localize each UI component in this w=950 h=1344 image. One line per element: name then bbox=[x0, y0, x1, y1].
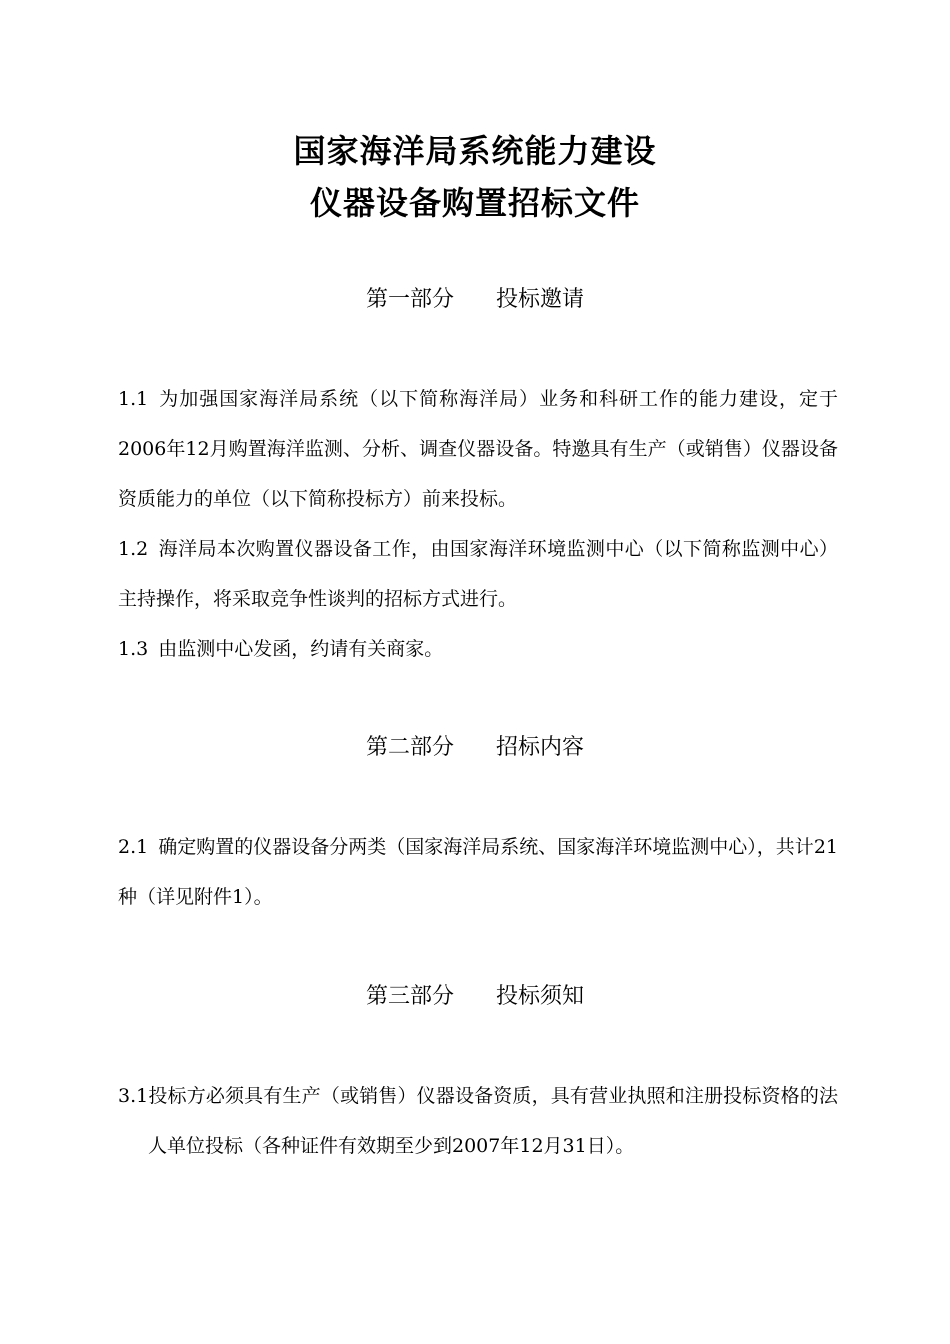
section-part-label: 第一部分 bbox=[365, 287, 454, 312]
section-part-label: 第二部分 bbox=[365, 735, 454, 760]
paragraph-text: 为加强国家海洋局系统（以下简称海洋局）业务和科研工作的能力建设，定于2006年12月购置海洋监测、分析、调查仪器设备。特邀具有生产（或销售）仪器设备资质能力的单位（以下简称投标方）前来投标。 bbox=[118, 388, 838, 510]
paragraph-text: 由监测中心发函，约请有关商家。 bbox=[158, 638, 444, 660]
paragraph-number: 1.3 bbox=[118, 638, 149, 660]
document-title-line-2: 仪器设备购置招标文件 bbox=[309, 184, 640, 222]
paragraph-text: 海洋局本次购置仪器设备工作，由国家海洋环境监测中心（以下简称监测中心）主持操作，将采取竞争性谈判的招标方式进行。 bbox=[118, 538, 838, 610]
paragraph-1-2 bbox=[118, 524, 838, 624]
paragraph-number: 1.1 bbox=[118, 388, 149, 410]
section-part-label: 第三部分 bbox=[365, 984, 454, 1009]
paragraph-2-1 bbox=[118, 822, 838, 922]
section-title: 投标邀请 bbox=[496, 287, 585, 312]
paragraph-1-1 bbox=[118, 374, 838, 524]
paragraph-1-3 bbox=[118, 624, 838, 674]
paragraph-number: 1.2 bbox=[118, 538, 149, 560]
section-title: 投标须知 bbox=[496, 984, 585, 1009]
paragraph-text: 确定购置的仪器设备分两类（国家海洋局系统、国家海洋环境监测中心），共计21种（详见附件1）。 bbox=[118, 836, 838, 908]
section-heading-2 bbox=[0, 733, 950, 763]
paragraph-text: 投标方必须具有生产（或销售）仪器设备资质，具有营业执照和注册投标资格的法人单位投标（各种证件有效期至少到2007年12月31日）。 bbox=[148, 1085, 838, 1157]
section-heading-3 bbox=[0, 982, 950, 1012]
section-title: 招标内容 bbox=[496, 735, 585, 760]
paragraph-3-1 bbox=[118, 1071, 838, 1171]
section-heading-1 bbox=[0, 285, 950, 315]
paragraph-number: 3.1 bbox=[118, 1085, 149, 1107]
paragraph-number: 2.1 bbox=[118, 836, 149, 858]
document-title-line-1: 国家海洋局系统能力建设 bbox=[293, 132, 657, 170]
